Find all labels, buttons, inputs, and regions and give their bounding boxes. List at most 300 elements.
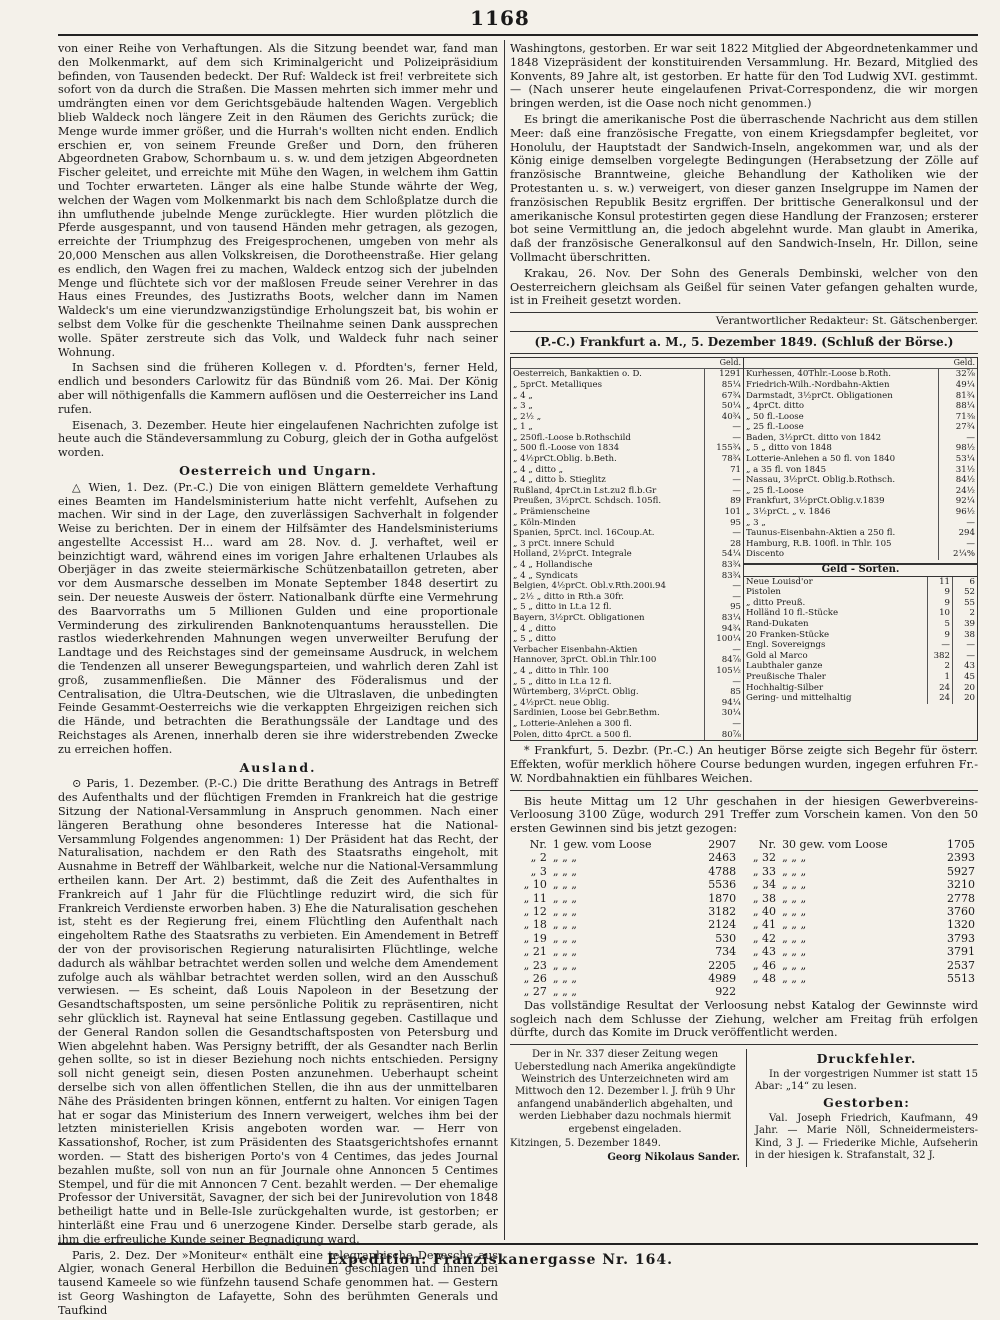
lottery-label: „ „ „ <box>552 958 577 972</box>
table-row <box>744 401 977 412</box>
table-row <box>511 496 743 507</box>
security-price: 78¾ <box>705 454 744 465</box>
lottery-prize-nr: „ 26 <box>523 971 547 985</box>
table-row <box>744 380 977 391</box>
lottery-prize-nr: „ 11 <box>523 891 547 905</box>
table-row <box>511 730 743 741</box>
security-price: 92¼ <box>939 496 978 507</box>
table-row <box>511 655 743 666</box>
article-paris-1: ⊙ Paris, 1. Dezember. (P.-C.) Die dritte Berathung des Antrags in Betreff des Aufenthalts und der flüchtigen Fremden in Frankreich hat die gestrige Sitzung der National-Versammlung in Anspruch genommen. Nach einer längeren Berathung ohne besonderes Interesse hat die National-Versammlung Folgendes angenommen: 1) Der Präsident hat das Recht, der Naturalisation, nachdem er den Rath des Staatsraths eingeholt, mit Ausnahme in Betreff der Wählbarkeit, welche nur die National-Versammlung ertheilen kann. Der Art. 2) bestimmt, daß die Zeit des Aufenthaltes in Frankreich auf 1 Jahr für die Flüchtlinge reduzirt wird, die sich für Frankreich Verdienste erworben haben. 3) Ehe die Naturalisation geschehen ist, steht es der Regierung frei, einem Flüchtling den Aufenthalt nach eingeholtem Rathe des Staatsraths zu verbieten. Ein Amendement in Betreff der von der provisorischen Regierung naturalisirten Flüchtlinge, welche dadurch als wählbar betrachtet werden sollen und welche dem Amendement zufolge auch als wählbar betrachtet werden sollen, wird an den Ausschuß verwiesen. — Es scheint, daß Louis Napoleon in der Besetzung der Gesandtschaftsposten, um seine persönliche Politik zu repräsentiren, nicht sehr glücklich ist. Rayneval hat seine Entlassung gegeben. Castillaque und der General Randon sollen die Gesandtschaftsposten von Petersburg und Wien abgelehnt haben. Was Persigny betrifft, der als Gesandter nach Berlin gehen sollte, so ist in dieser Beziehung noch nichts entschieden. Persigny soll nicht geneigt sein, diesen Posten anzunehmen. Ueberhaupt scheint derselbe sich von allen öffentlichen Stellen, die ihn aus der unmittelbaren Nähe des Präsidenten bringen können, entfernt zu halten. Vor einigen Tagen hat er sogar das Ministerium des Innern verweigert, welches ihm bei der letzten ministeriellen Krisis angeboten worden war. — Herr von Kassationshof, Rocher, ist zum Präsidenten des Staatsgerichtshofes ernannt worden. — Statt des bisherigen Porto's von 4 Centimes, das jedes Journal bezahlen mußte, soll von nun an für Journale ohne Annoncen 5 Centimes Stempel, und für die mit Annoncen 7 Cent. bezahlt werden. — Der ehemalige Professor der Universität, Savagner, der sich bei der Junirevolution von 1848 betheiligt hatte und in Belle-Isle zurückgehalten wurde, ist gestorben; er hinterläßt eine Frau und 6 unerzogene Kinder. Derselbe starb gerade, als ihm die erfreuliche Kunde seiner Begnadigung ward. <box>58 777 498 1246</box>
security-price: — <box>705 422 744 433</box>
coin-name: „ ditto Preuß. <box>746 597 806 608</box>
lottery-ticket: 4989 <box>708 971 737 985</box>
security-price: — <box>705 581 744 592</box>
table-row <box>511 528 743 539</box>
separator <box>510 790 978 791</box>
errata-and-deaths <box>755 1049 978 1167</box>
security-name: „ 500 fl.-Loose von 1834 <box>513 443 620 454</box>
security-name: „ 4 „ <box>513 390 533 401</box>
table-row <box>511 560 743 571</box>
security-price: 88¼ <box>939 401 978 412</box>
section-heading-austria: Oesterreich und Ungarn. <box>179 462 377 478</box>
security-price: 83¾ <box>705 571 744 582</box>
lottery-ticket <box>932 985 978 998</box>
lottery-head-value-left: 2907 <box>708 837 737 851</box>
security-price: 101 <box>705 507 744 518</box>
security-price: — <box>939 539 978 550</box>
wine-auction-notice <box>510 1049 747 1167</box>
security-price: 84½ <box>939 475 978 486</box>
lottery-head-value-right: 1705 <box>947 837 975 851</box>
lottery-label: „ „ „ <box>552 864 577 878</box>
article-paris-2: Paris, 2. Dez. Der »Moniteur« enthält eine telegraphische Depesche aus Algier, wonach General Herbillon die Beduinen geschlagen und ihnen bei tausend Kameele so wie fünfzehn tausend Schafe genommen hat. — Gestern ist Georg Washington de Lafayette, Sohn des berühmten Generals und Taufkind <box>58 1248 498 1317</box>
security-name: „ 3 „ <box>513 401 533 412</box>
lottery-prize-nr: „ 43 <box>752 945 777 959</box>
lottery-prize-nr: „ 10 <box>523 878 547 892</box>
table-row <box>511 634 743 645</box>
table-row <box>511 592 743 603</box>
coin-kreuzer: 55 <box>953 598 978 609</box>
lottery-label: „ „ „ <box>782 891 807 905</box>
table-row <box>510 878 978 891</box>
separator <box>510 1044 978 1045</box>
table-row <box>511 539 743 550</box>
table-row <box>511 465 743 476</box>
lottery-prize-nr: „ 19 <box>523 931 547 945</box>
security-name: „ Lotterie-Anlehen a 300 fl. <box>513 718 632 729</box>
lottery-label: „ „ „ <box>782 945 807 959</box>
lottery-ticket: 2124 <box>708 918 737 932</box>
footer-rule <box>58 1243 978 1245</box>
security-name: Spanien, 5prCt. incl. 16Coup.At. <box>513 528 655 539</box>
table-row <box>744 369 977 380</box>
security-price: — <box>705 528 744 539</box>
bourse-head-right: Geld. <box>744 358 977 370</box>
lottery-label: „ „ „ <box>782 958 807 972</box>
security-price: 71⅜ <box>939 412 978 423</box>
coin-name: Holländ 10 fl.-Stücke <box>746 608 839 619</box>
lottery-ticket: 3210 <box>947 878 975 892</box>
security-price: 89 <box>705 496 744 507</box>
lottery-label: „ „ „ <box>552 918 577 932</box>
table-row <box>511 486 743 497</box>
security-price: — <box>705 475 744 486</box>
lottery-head-row <box>510 838 978 851</box>
security-name: „ 1 „ <box>513 422 533 433</box>
article-sachsen: In Sachsen sind die früheren Kollegen v. d. Pfordten's, ferner Held, endlich und besonders Carlowitz für das Bündniß vom 26. Mai. Der König aber will nöthigenfalls die Kammern auflösen und die Oesterreicher ins Land rufen. <box>58 361 498 416</box>
security-price: 80⅞ <box>705 730 744 741</box>
coin-florin: 11 <box>928 577 953 588</box>
table-row <box>511 475 743 486</box>
security-name: „ 4prCt. ditto <box>746 401 805 412</box>
security-name: „ 2½ „ <box>513 411 542 422</box>
table-row <box>744 672 977 683</box>
lottery-label: „ „ „ <box>552 851 577 865</box>
table-row <box>510 932 978 945</box>
lottery-label: „ „ „ <box>782 878 807 892</box>
security-price: — <box>939 433 978 444</box>
responsible-editor: Verantwortlicher Redakteur: St. Gätschenberger. <box>510 312 978 332</box>
coin-kreuzer: 20 <box>953 683 978 694</box>
security-name: Bayern, 3½prCt. Obligationen <box>513 612 645 623</box>
security-name: Hannover, 3prCt. Obl.in Thlr.100 <box>513 655 657 666</box>
security-name: „ 4 „ Syndicats <box>513 570 578 581</box>
security-price: 50¼ <box>705 401 744 412</box>
table-row <box>511 613 743 624</box>
lottery-ticket: 3760 <box>947 904 975 918</box>
lottery-ticket: 2537 <box>947 958 975 972</box>
deaths-text: Val. Joseph Friedrich, Kaufmann, 49 Jahr. — Marie Nöll, Schneidermeisters-Kind, 3 J. — Friederike Michle, Aufseherin in der hiesigen k. Strafanstalt, 32 J. <box>755 1112 978 1161</box>
security-price: 28 <box>705 539 744 550</box>
lottery-label: „ „ „ <box>782 864 807 878</box>
article-frankfurt: * Frankfurt, 5. Dezbr. (Pr.-C.) An heutiger Börse zeigte sich Begehr für österr. Effekten, wofür merklich höhere Course bedungen wurden, ingegen erfuhren Fr.-W. Nordbahnaktien ein fühlbares Weichen. <box>510 744 978 785</box>
table-row <box>511 401 743 412</box>
lottery-prize-nr: „ 12 <box>523 904 547 918</box>
security-price: 1291 <box>705 369 744 380</box>
table-row <box>744 465 977 476</box>
table-row <box>744 539 977 550</box>
article-wien: △ Wien, 1. Dez. (Pr.-C.) Die von einigen Blättern gemeldete Verhaftung eines Beamten im Handelsministerium hatte nicht verfehlt, Aufsehen zu machen. Wir sind in der Lage, den zuverlässigen Sachverhalt in folgender Weise zu berichten. Der in einem der Hilfsämter des Handelsministeriums angestellte Accessist H... ward am 28. Nov. d. J. verhaftet, weil er beinzichtigt ward, während eines im vorigen Jahre erhaltenen Urlaubes als Oberjäger in das zweite steiermärkische Schützenbataillon getreten, aber vor dem Ausmarsche desselben im Monate September 1848 desertirt zu sein. Der neueste Ausweis der österr. Nationalbank dürfte eine Vermehrung des Baarvorraths um 5 Millionen Gulden und eine proportionale Verminderung des zirkulirenden Banknotenquantums herausstellen. Die rastlos wiederkehrenden Mahnungen wegen unverweilter Berufung der Landtage und des Reichstages sind der gemeinsame Ausdruck, in welchem die Tendenzen all unserer Bewegungsparteien, und wahrlich deren Zahl ist groß, zusammenfließen. Die Männer des Föderalismus und der Centralisation, die Ultra-Deutschen, wie die Ultraslaven, die unbedingten Feinde Gesammt-Oesterreichs wie die verkappten Ehrgeizigen reichen sich die Hände, und betrachten die Berathungssäle der Landtage und des Reichstages als Arenen, innerhalb deren sie ihre widerstrebenden Zwecke zu erreichen hoffen. <box>58 480 498 756</box>
section-heading-abroad: Ausland. <box>239 759 317 775</box>
security-name: Preußen, 3½prCt. Schdsch. 105fl. <box>513 496 662 507</box>
security-name: Hamburg, R.B. 100fl. in Thlr. 105 <box>746 538 892 549</box>
errata-text: In der vorgestrigen Nummer ist statt 15 Abar: „14“ zu lesen. <box>755 1068 978 1092</box>
security-price: 24½ <box>939 486 978 497</box>
table-row <box>510 959 978 972</box>
lottery-label: „ „ „ <box>782 918 807 932</box>
lottery-head-nr-left: Nr. <box>529 837 547 851</box>
table-row <box>511 571 743 582</box>
bourse-head-left: Geld. <box>511 358 743 370</box>
coin-kreuzer: 52 <box>953 587 978 598</box>
bourse-left-table <box>511 369 743 740</box>
bourse-right-table <box>744 369 977 560</box>
coin-kreuzer: 20 <box>953 693 978 704</box>
article-krakau: Krakau, 26. Nov. Der Sohn des Generals Dembinski, welcher von den Oesterreichern gleichsam als Geißel für seinen Vater gefangen gehalten wurde, ist in Freiheit gesetzt worden. <box>510 266 978 308</box>
security-price: 30¼ <box>705 708 744 719</box>
table-row <box>744 651 977 662</box>
lottery-head-nr-right: Nr. <box>758 837 777 851</box>
lottery-prize-nr: „ 32 <box>752 851 777 865</box>
lottery-label: „ „ „ <box>782 931 807 945</box>
table-row <box>510 985 978 998</box>
lottery-ticket: 2205 <box>708 958 737 972</box>
article-eisenach: Eisenach, 3. Dezember. Heute hier eingelaufenen Nachrichten zufolge ist heute auch die Ständeversammlung zu Coburg, gleich der in Gotha aufgelöst worden. <box>58 418 498 460</box>
table-row <box>510 972 978 985</box>
lottery-label: „ „ „ <box>782 904 807 918</box>
security-price: 83¾ <box>705 560 744 571</box>
coin-kreuzer: 38 <box>953 630 978 641</box>
security-name: „ 5 „ ditto <box>513 634 556 645</box>
article-lottery-intro: Bis heute Mittag um 12 Uhr geschahen in der hiesigen Gewerbvereins-Verloosung 3100 Züge, wodurch 291 Treffer zum Vorschein kamen. Von den 50 ersten Gewinnen sind bis jetzt gezogen: <box>510 794 978 836</box>
security-price: 98½ <box>939 443 978 454</box>
lottery-ticket: 3791 <box>947 945 975 959</box>
coin-kreuzer: 2 <box>953 608 978 619</box>
lottery-label: „ „ „ <box>552 878 577 892</box>
table-row <box>744 549 977 560</box>
coin-name: Hochhaltig-Silber <box>746 682 824 693</box>
table-row <box>511 412 743 423</box>
table-row <box>511 708 743 719</box>
lottery-prize-nr: „ 34 <box>752 878 777 892</box>
security-name: Holland, 2½prCt. Integrale <box>513 549 632 560</box>
security-name: Frankfurt, 3½prCt.Oblig.v.1839 <box>746 496 885 507</box>
table-row <box>744 433 977 444</box>
coin-name: Rand-Dukaten <box>746 618 809 629</box>
lottery-prize-nr: „ 41 <box>752 918 777 932</box>
coin-name: Gering- und mittelhaltig <box>746 693 852 704</box>
security-name: „ 5 „ ditto von 1848 <box>746 443 832 454</box>
security-price: 81¾ <box>939 391 978 402</box>
security-price: 31½ <box>939 465 978 476</box>
coin-florin: 1 <box>928 672 953 683</box>
lottery-label: „ „ „ <box>782 851 807 865</box>
bourse-title: (P.-C.) Frankfurt a. M., 5. Dezember 1849. (Schluß der Börse.) <box>510 336 978 354</box>
security-name: „ 4 „ ditto b. Stieglitz <box>513 475 606 486</box>
security-price: 71 <box>705 465 744 476</box>
lottery-prize-nr: „ 48 <box>752 971 777 985</box>
table-row <box>511 422 743 433</box>
table-row <box>511 666 743 677</box>
table-row <box>744 507 977 518</box>
lottery-ticket: 1870 <box>708 891 737 905</box>
table-row <box>511 581 743 592</box>
security-price: — <box>939 518 978 529</box>
security-name: „ 3½prCt. „ v. 1846 <box>746 507 831 518</box>
security-name: „ Prämienscheine <box>513 507 590 518</box>
security-price: — <box>705 486 744 497</box>
security-name: Friedrich-Wilh.-Nordbahn-Aktien <box>746 379 890 390</box>
security-name: Polen, ditto 4prCt. a 500 fl. <box>513 729 632 740</box>
coin-name: Preußische Thaler <box>746 671 826 682</box>
coin-name: Gold al Marco <box>746 650 808 661</box>
footer-expedition: Expedition: Franziskanergasse Nr. 164. <box>326 1252 673 1268</box>
gold-sorts-title: Geld - Sorten. <box>744 563 977 577</box>
security-name: „ 3 prCt. innere Schuld <box>513 538 615 549</box>
coin-name: Engl. Sovereigngs <box>746 640 826 651</box>
table-row <box>744 443 977 454</box>
coin-kreuzer: — <box>953 651 978 662</box>
lottery-ticket: 3182 <box>708 904 737 918</box>
lottery-prize-nr: „ 42 <box>752 931 777 945</box>
lottery-prize-nr: „ 38 <box>752 891 777 905</box>
table-row <box>511 443 743 454</box>
security-name: Kurhessen, 40Thlr.-Loose b.Roth. <box>746 369 892 380</box>
table-row <box>744 630 977 641</box>
security-name: „ Köln-Minden <box>513 517 576 528</box>
coin-florin: 2 <box>928 661 953 672</box>
security-name: Belgien, 4½prCt. Obl.v.Rth.200i.94 <box>513 581 666 592</box>
lottery-ticket: 2393 <box>947 851 975 865</box>
table-row <box>511 433 743 444</box>
article-lottery-result: Das vollständige Resultat der Verloosung nebst Katalog der Gewinnste wird sogleich nach dem Schlusse der Ziehung, welcher am Freitag früh erfolgen dürfte, durch das Komite im Druck veröffentlicht werden. <box>510 998 978 1040</box>
notices-block <box>510 1049 978 1167</box>
column-divider <box>504 40 505 1240</box>
security-name: „ 4 „ ditto „ <box>513 464 564 475</box>
security-price: 27¾ <box>939 422 978 433</box>
coin-florin: 9 <box>928 598 953 609</box>
security-price: 94¾ <box>705 624 744 635</box>
security-price: 95 <box>705 602 744 613</box>
security-price: — <box>705 677 744 688</box>
table-row <box>744 496 977 507</box>
security-price: 49¼ <box>939 380 978 391</box>
table-row <box>744 640 977 651</box>
article-honolulu: Es bringt die amerikanische Post die überraschende Nachricht aus dem stillen Meer: daß eine französische Fregatte, von einem Kriegsdampfer begleitet, vor Honolulu, der Hauptstadt der Sandwich-Inseln, angekommen war, und als der König einige demselben vorgelegte Bedingungen (Herabsetzung der Zölle auf französische Branntweine, gleiche Behandlung der Katholiken wie der Protestanten u. s. w.) verweigert, von dieser ganzen Inselgruppe im Namen der französischen Republik Besitz ergriffen. Der brittische Generalkonsul und der amerikanische Konsul protestirten gegen diese Handlung der Franzosen; ersterer bot seine Vermittlung an, die jedoch abgelehnt wurde. Man glaubt in Amerika, daß der französische Generalkonsul auf den Sandwich-Inseln, Hr. Dillon, seine Vollmacht überschritten. <box>510 112 978 264</box>
security-price: — <box>705 433 744 444</box>
security-price: 96½ <box>939 507 978 518</box>
coin-name: 20 Franken-Stücke <box>746 629 830 640</box>
table-row <box>511 369 743 380</box>
coin-name: Neue Louisd'or <box>746 576 813 587</box>
security-price: 84⅞ <box>705 655 744 666</box>
table-row <box>511 380 743 391</box>
security-price: 32⅞ <box>939 369 978 380</box>
lottery-prize-nr: „ 33 <box>752 864 777 878</box>
security-name: Taunus-Eisenbahn-Aktien a 250 fl. <box>746 528 896 539</box>
security-price: 94¼ <box>705 698 744 709</box>
table-row <box>744 661 977 672</box>
security-price: — <box>705 645 744 656</box>
lottery-ticket: 4788 <box>708 864 737 878</box>
coin-kreuzer: 43 <box>953 661 978 672</box>
table-row <box>510 945 978 958</box>
security-name: „ 25 fl.-Loose <box>746 422 804 433</box>
coin-florin: 24 <box>928 693 953 704</box>
table-row <box>511 602 743 613</box>
coin-florin: 5 <box>928 619 953 630</box>
security-price: 100¼ <box>705 634 744 645</box>
security-price: 105½ <box>705 666 744 677</box>
lottery-ticket: 5536 <box>708 878 737 892</box>
table-row <box>511 624 743 635</box>
security-price: 95 <box>705 518 744 529</box>
security-price: 40¾ <box>705 412 744 423</box>
security-name: „ 2½ „ ditto in Rth.a 30fr. <box>513 591 625 602</box>
table-row <box>510 865 978 878</box>
coin-florin: 9 <box>928 630 953 641</box>
bourse-table <box>510 357 978 741</box>
lottery-label <box>779 985 931 998</box>
security-name: Verbacher Eisenbahn-Aktien <box>513 644 638 655</box>
security-name: Nassau, 3½prCt. Oblig.b.Rothsch. <box>746 475 896 486</box>
table-row <box>744 587 977 598</box>
table-row <box>510 892 978 905</box>
security-name: „ 25 fl.-Loose <box>746 485 804 496</box>
security-name: „ 4 „ ditto <box>513 623 556 634</box>
security-name: „ 4 „ ditto in Thlr. 100 <box>513 665 609 676</box>
table-row <box>744 475 977 486</box>
table-row <box>511 507 743 518</box>
lottery-prize-nr: „ 40 <box>752 904 777 918</box>
security-price: 83¼ <box>705 613 744 624</box>
lottery-label: „ „ „ <box>552 971 577 985</box>
right-column <box>510 42 978 1167</box>
table-row <box>744 391 977 402</box>
security-name: Rußland, 4prCt.in Lst.zu2 fl.b.Gr <box>513 485 657 496</box>
lottery-prize-nr: „ 27 <box>523 985 547 999</box>
table-row <box>510 918 978 931</box>
table-row <box>744 486 977 497</box>
lottery-ticket: 2463 <box>708 851 737 865</box>
lottery-label: „ „ „ <box>782 971 807 985</box>
table-row <box>511 549 743 560</box>
table-row <box>744 683 977 694</box>
table-row <box>511 677 743 688</box>
coin-kreuzer: 39 <box>953 619 978 630</box>
deaths-title: Gestorben: <box>823 1095 910 1111</box>
lottery-prize-nr: „ 23 <box>523 958 547 972</box>
coin-florin: — <box>928 640 953 651</box>
table-row <box>511 719 743 730</box>
coin-name: Laubthaler ganze <box>746 661 823 672</box>
lottery-label: „ „ „ <box>552 904 577 918</box>
lottery-ticket: 3793 <box>947 931 975 945</box>
security-name: Darmstadt, 3½prCt. Obligationen <box>746 390 893 401</box>
table-row <box>510 851 978 864</box>
errata-title: Druckfehler. <box>816 1051 917 1067</box>
notice-signature: Georg Nikolaus Sander. <box>607 1152 740 1164</box>
page-number: 1168 <box>470 6 530 30</box>
lottery-prize-nr: „ 18 <box>523 918 547 932</box>
lottery-label: „ „ „ <box>552 985 577 999</box>
coin-kreuzer: 6 <box>953 577 978 588</box>
table-row <box>511 687 743 698</box>
top-rule <box>58 34 978 36</box>
lottery-ticket: 5513 <box>947 971 975 985</box>
security-name: „ 5 „ ditto in Lt.a 12 fl. <box>513 602 612 613</box>
security-price: 85¼ <box>705 380 744 391</box>
security-price: 2¼% <box>939 549 978 560</box>
security-price: 85 <box>705 687 744 698</box>
security-name: „ 250fl.-Loose b.Rothschild <box>513 432 631 443</box>
table-row <box>510 905 978 918</box>
security-name: Würtemberg, 3½prCt. Oblig. <box>513 687 639 698</box>
table-row <box>744 422 977 433</box>
table-row <box>744 608 977 619</box>
table-row <box>511 518 743 529</box>
security-price: — <box>705 592 744 603</box>
lottery-prize-nr: „ 21 <box>523 945 547 959</box>
table-row <box>744 577 977 588</box>
lottery-ticket: 5927 <box>947 864 975 878</box>
lottery-table <box>510 838 978 999</box>
lottery-ticket: 734 <box>715 945 737 959</box>
lottery-ticket: 530 <box>715 931 737 945</box>
lottery-prize-nr <box>739 985 779 998</box>
article-waldeck: von einer Reihe von Verhaftungen. Als die Sitzung beendet war, fand man den Molkenmarkt, auf dem sich Kriminalgericht und Polizeipräsidium befinden, von Tausenden bedeckt. Der Ruf: Waldeck ist frei! verbreitete sich sofort von da durch die Straßen. Die Massen mehrten sich immer mehr und umdrängten einen vor dem Gerichtsgebäude haltenden Wagen. Vergeblich blieb Waldeck noch längere Zeit in den Räumen des Gerichts zurück; die Menge wurde immer größer, und die Hurrah's wollten nicht enden. Endlich erschien er, von seinem Freunde Greßer und Dorn, den früheren Abgeordneten Grabow, Schornbaum u. s. w. und dem jetzigen Abgeordneten Fischer geleitet, und erreichte mit Mühe den Wagen, in welchem ihm Gattin und Tochter erwarteten. Länger als eine halbe Stunde währte der Weg, welchen der Wagen vom Molkenmarkt bis nach dem Schloßplatze durch die ihn umfluthende jubelnde Menge zurücklegte. Hier wurden plötzlich die Pferde ausgespannt, und von tausend Händen mehr getragen, als gezogen, erreichte der Triumphzug des Freigesprochenen, umgeben von mehr als 20,000 Menschen aus allen Volkskreisen, die Dorotheenstraße. Hier gelang es endlich, den Wagen frei zu machen, Waldeck entzog sich der jubelnden Menge und flüchtete sich vor der maßlosen Freude seiner Verehrer in das Haus eines Freundes, des Justizraths Boots, welcher dann im Namen Waldeck's um eine vierundzwanzigstündige Erholungszeit bat, bis wohin er selbst dem Volke für die geschenkte Theilnahme seinen Dank aussprechen wolle. Später zerstreute sich das Volk, und Waldeck fuhr nach seiner Wohnung. <box>58 42 498 359</box>
lottery-ticket: 2778 <box>947 891 975 905</box>
security-price: 155¾ <box>705 443 744 454</box>
security-name: „ a 35 fl. von 1845 <box>746 464 827 475</box>
table-row <box>744 518 977 529</box>
lottery-prize-nr: „ 46 <box>752 958 777 972</box>
table-row <box>744 598 977 609</box>
coin-florin: 10 <box>928 608 953 619</box>
coin-kreuzer: — <box>953 640 978 651</box>
security-name: „ 4½prCt.Oblig. b.Beth. <box>513 454 617 465</box>
gold-sorts-table <box>744 577 977 704</box>
coin-florin: 9 <box>928 587 953 598</box>
notice-text: Der in Nr. 337 dieser Zeitung wegen Ueberstedlung nach Amerika angekündigte Weinstrich des Unterzeichneten wird am Mittwoch den 12. Dezember l. J. früh 9 Uhr anfangend unabänderlich abgehalten, und werden Liebhaber dazu nochmals hiermit ergebenst eingeladen. <box>514 1049 736 1135</box>
lottery-prize-nr: „ 2 <box>530 851 547 865</box>
table-row <box>511 645 743 656</box>
bourse-right-panel <box>744 358 977 740</box>
coin-name: Pistolen <box>746 587 781 598</box>
lottery-head-label-right: 30 gew. vom Loose <box>782 837 888 851</box>
lottery-prize-nr: „ 3 <box>530 864 547 878</box>
coin-kreuzer: 45 <box>953 672 978 683</box>
